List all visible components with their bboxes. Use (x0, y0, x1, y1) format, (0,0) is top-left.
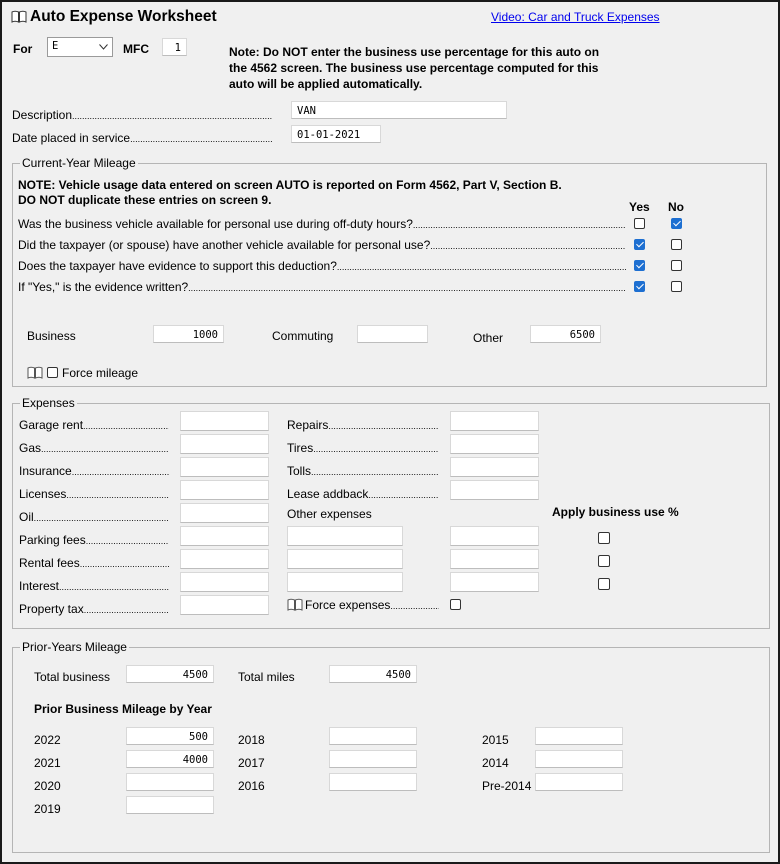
question-yes-checkbox[interactable] (634, 239, 645, 250)
expense-field[interactable] (180, 411, 269, 431)
expense-label: Rental fees ..... (19, 556, 169, 570)
prior-year-mileage-field[interactable] (535, 727, 623, 745)
other-miles-label: Other (473, 331, 504, 345)
question-label: If "Yes," is the evidence written? ..... (18, 280, 626, 294)
question-no-checkbox[interactable] (671, 218, 682, 229)
expense-field[interactable] (450, 411, 539, 431)
expense-label: Property tax ..... (19, 602, 169, 616)
expenses-legend: Expenses (22, 396, 75, 410)
expense-label: Insurance ..... (19, 464, 169, 478)
other-expense-description-field[interactable] (287, 526, 403, 546)
expense-field[interactable] (180, 480, 269, 500)
for-select-value: E (52, 40, 59, 52)
mfc-field[interactable]: 1 (162, 38, 187, 56)
force-expenses-book-icon[interactable] (287, 598, 303, 615)
question-label: Was the business vehicle available for personal use during off-duty hours? ..... (18, 217, 626, 231)
question-no-checkbox[interactable] (671, 260, 682, 271)
expense-label: Interest ..... (19, 579, 169, 593)
prior-year-label: 2022 (34, 733, 61, 747)
prior-year-label: 2015 (482, 733, 509, 747)
total-miles-label: Total miles (238, 670, 295, 684)
total-business-field[interactable]: 4500 (126, 665, 214, 683)
prior-year-label: 2021 (34, 756, 61, 770)
force-mileage-label: Force mileage (62, 366, 139, 380)
question-yes-checkbox[interactable] (634, 260, 645, 271)
apply-business-use-checkbox[interactable] (598, 532, 610, 544)
prior-year-mileage-field[interactable] (535, 773, 623, 791)
total-miles-field[interactable]: 4500 (329, 665, 417, 683)
page-title: Auto Expense Worksheet (30, 8, 217, 25)
expense-label: Tolls ..... (287, 464, 439, 478)
prior-year-mileage-field[interactable]: 4000 (126, 750, 214, 768)
mfc-label: MFC (123, 42, 149, 56)
expense-label: Tires ..... (287, 441, 439, 455)
question-no-checkbox[interactable] (671, 239, 682, 250)
expense-field[interactable] (180, 434, 269, 454)
expense-label: Licenses ..... (19, 487, 169, 501)
expense-label: Parking fees ..... (19, 533, 169, 547)
prior-year-label: 2018 (238, 733, 265, 747)
video-link[interactable]: Video: Car and Truck Expenses (491, 10, 660, 24)
expense-field[interactable] (180, 549, 269, 569)
chevron-down-icon (99, 44, 108, 50)
other-expense-description-field[interactable] (287, 572, 403, 592)
prior-year-mileage-field[interactable] (535, 750, 623, 768)
question-no-checkbox[interactable] (671, 281, 682, 292)
apply-business-use-checkbox[interactable] (598, 578, 610, 590)
description-field[interactable]: VAN (291, 101, 507, 119)
current-year-mileage-legend: Current-Year Mileage (22, 156, 136, 170)
business-miles-label: Business (27, 329, 76, 343)
other-expense-description-field[interactable] (287, 549, 403, 569)
other-expense-amount-field[interactable] (450, 549, 539, 569)
other-miles-field[interactable]: 6500 (530, 325, 601, 343)
expense-field[interactable] (180, 457, 269, 477)
prior-year-label: 2017 (238, 756, 265, 770)
date-placed-label: Date placed in service ..... (12, 131, 272, 145)
business-miles-field[interactable]: 1000 (153, 325, 224, 343)
expense-field[interactable] (180, 595, 269, 615)
usage-note-line1: NOTE: Vehicle usage data entered on screen AUTO is reported on Form 4562, Part V, Section B. (18, 178, 562, 192)
commuting-miles-label: Commuting (272, 329, 334, 343)
expense-field[interactable] (450, 434, 539, 454)
prior-year-mileage-field[interactable] (329, 750, 417, 768)
expense-field[interactable] (180, 572, 269, 592)
expense-label: Gas ..... (19, 441, 169, 455)
question-yes-checkbox[interactable] (634, 218, 645, 229)
prior-year-label: 2019 (34, 802, 61, 816)
question-label: Did the taxpayer (or spouse) have another vehicle available for personal use? ..... (18, 238, 626, 252)
expense-field[interactable] (450, 480, 539, 500)
expense-label: Lease addback ..... (287, 487, 439, 501)
business-use-note: Note: Do NOT enter the business use percentage for this auto on the 4562 screen. The business use percentage computed for this auto will be applied automatically. (229, 45, 600, 91)
for-select[interactable] (47, 37, 113, 57)
prior-year-mileage-field[interactable] (329, 727, 417, 745)
description-label: Description ..... (12, 108, 272, 122)
total-business-label: Total business (34, 670, 111, 684)
expense-field[interactable] (180, 503, 269, 523)
expense-label: Garage rent ..... (19, 418, 169, 432)
prior-year-label: Pre-2014 (482, 779, 532, 793)
force-mileage-checkbox[interactable] (47, 367, 58, 378)
date-placed-field[interactable]: 01-01-2021 (291, 125, 381, 143)
no-header: No (668, 200, 684, 214)
for-label: For (13, 42, 33, 56)
force-mileage-book-icon[interactable] (27, 366, 43, 383)
other-expense-amount-field[interactable] (450, 526, 539, 546)
prior-year-label: 2014 (482, 756, 509, 770)
commuting-miles-field[interactable] (357, 325, 428, 343)
expense-label: Oil ..... (19, 510, 169, 524)
prior-year-mileage-field[interactable] (126, 773, 214, 791)
prior-year-mileage-field[interactable] (126, 796, 214, 814)
book-icon[interactable] (11, 10, 27, 27)
yes-header: Yes (629, 200, 650, 214)
prior-years-mileage-legend: Prior-Years Mileage (22, 640, 127, 654)
prior-mileage-by-year-header: Prior Business Mileage by Year (34, 702, 212, 716)
prior-year-label: 2020 (34, 779, 61, 793)
prior-year-mileage-field[interactable] (329, 773, 417, 791)
usage-note-line2: DO NOT duplicate these entries on screen 9. (18, 193, 272, 207)
prior-year-label: 2016 (238, 779, 265, 793)
other-expenses-label: Other expenses (287, 507, 372, 521)
expense-label: Repairs ..... (287, 418, 439, 432)
question-yes-checkbox[interactable] (634, 281, 645, 292)
apply-business-use-header: Apply business use % (552, 505, 679, 519)
force-expenses-checkbox[interactable] (450, 599, 461, 610)
other-expense-amount-field[interactable] (450, 572, 539, 592)
expense-field[interactable] (450, 457, 539, 477)
apply-business-use-checkbox[interactable] (598, 555, 610, 567)
expense-field[interactable] (180, 526, 269, 546)
prior-year-mileage-field[interactable]: 500 (126, 727, 214, 745)
question-label: Does the taxpayer have evidence to support this deduction? ..... (18, 259, 626, 273)
force-expenses-label: Force expenses ..... (305, 598, 439, 612)
